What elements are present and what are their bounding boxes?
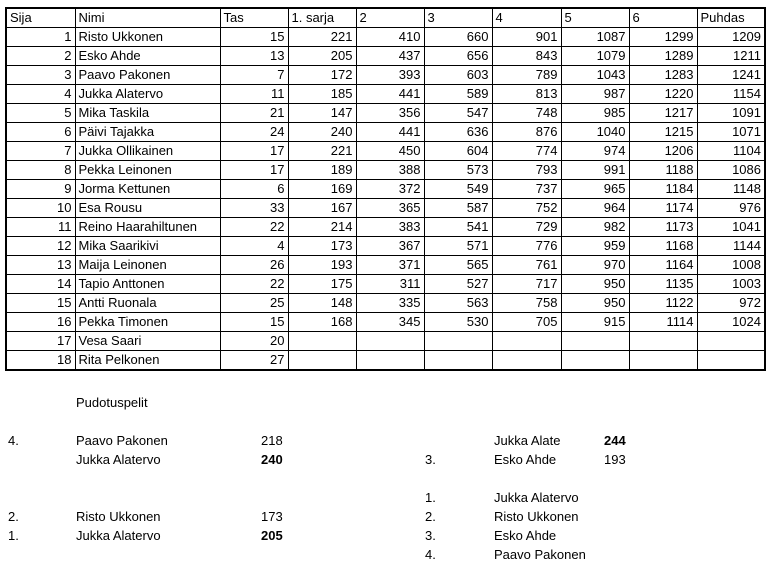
cell-nimi: Pekka Timonen xyxy=(75,313,220,332)
cell-nimi: Mika Taskila xyxy=(75,104,220,123)
cell-sarja4: 813 xyxy=(492,85,561,104)
cell-sarja3: 530 xyxy=(424,313,492,332)
cell-sarja6: 1289 xyxy=(629,47,697,66)
playoff-rank: 3. xyxy=(425,452,436,467)
cell-sarja3: 587 xyxy=(424,199,492,218)
results-body xyxy=(6,8,765,370)
cell-sarja4: 793 xyxy=(492,161,561,180)
cell-sarja1: 189 xyxy=(288,161,356,180)
cell-sija: 2 xyxy=(6,47,75,66)
cell-sarja2: 441 xyxy=(356,85,424,104)
cell-sarja2: 356 xyxy=(356,104,424,123)
cell-sija: 1 xyxy=(6,28,75,47)
cell-nimi: Maija Leinonen xyxy=(75,256,220,275)
cell-sarja1: 167 xyxy=(288,199,356,218)
cell-nimi: Esa Rousu xyxy=(75,199,220,218)
cell-sarja1: 193 xyxy=(288,256,356,275)
cell-sarja3: 636 xyxy=(424,123,492,142)
cell-tas: 17 xyxy=(220,142,288,161)
cell-tas: 15 xyxy=(220,313,288,332)
playoff-name: Jukka Alatervo xyxy=(76,452,161,467)
cell-sarja1: 172 xyxy=(288,66,356,85)
table-row xyxy=(6,123,765,142)
cell-nimi: Paavo Pakonen xyxy=(75,66,220,85)
cell-sija: 11 xyxy=(6,218,75,237)
cell-sarja1: 240 xyxy=(288,123,356,142)
cell-sarja2: 437 xyxy=(356,47,424,66)
table-row xyxy=(6,313,765,332)
cell-sarja4: 737 xyxy=(492,180,561,199)
cell-puhdas: 1148 xyxy=(697,180,765,199)
cell-sarja5 xyxy=(561,351,629,371)
cell-sarja6: 1220 xyxy=(629,85,697,104)
cell-sarja1: 221 xyxy=(288,28,356,47)
cell-sarja5: 959 xyxy=(561,237,629,256)
cell-sarja6: 1283 xyxy=(629,66,697,85)
table-row xyxy=(6,85,765,104)
cell-puhdas: 1091 xyxy=(697,104,765,123)
cell-sarja1: 168 xyxy=(288,313,356,332)
cell-sarja2: 367 xyxy=(356,237,424,256)
cell-sarja3: 589 xyxy=(424,85,492,104)
final-name: Jukka Alatervo xyxy=(494,490,579,505)
cell-sarja3 xyxy=(424,332,492,351)
cell-sarja6: 1215 xyxy=(629,123,697,142)
cell-puhdas: 1154 xyxy=(697,85,765,104)
header-puhdas: Puhdas xyxy=(697,8,765,28)
cell-sarja5: 970 xyxy=(561,256,629,275)
header-tas: Tas xyxy=(220,8,288,28)
playoff-score: 218 xyxy=(261,433,283,448)
cell-sarja2: 441 xyxy=(356,123,424,142)
cell-sarja6 xyxy=(629,351,697,371)
cell-sarja2 xyxy=(356,351,424,371)
cell-sarja4: 758 xyxy=(492,294,561,313)
cell-tas: 4 xyxy=(220,237,288,256)
cell-sarja5: 987 xyxy=(561,85,629,104)
playoffs-title: Pudotuspelit xyxy=(76,395,148,410)
cell-sija: 10 xyxy=(6,199,75,218)
table-row xyxy=(6,180,765,199)
playoff-score: 193 xyxy=(604,452,626,467)
cell-sarja4: 876 xyxy=(492,123,561,142)
cell-tas: 24 xyxy=(220,123,288,142)
cell-sija: 6 xyxy=(6,123,75,142)
cell-sarja5: 964 xyxy=(561,199,629,218)
playoff-score: 240 xyxy=(261,452,283,467)
cell-nimi: Antti Ruonala xyxy=(75,294,220,313)
header-sarja1: 1. sarja xyxy=(288,8,356,28)
header-nimi: Nimi xyxy=(75,8,220,28)
cell-sarja4: 901 xyxy=(492,28,561,47)
cell-tas: 7 xyxy=(220,66,288,85)
cell-sarja6: 1135 xyxy=(629,275,697,294)
cell-sarja3: 563 xyxy=(424,294,492,313)
final-rank: 1. xyxy=(425,490,436,505)
table-row xyxy=(6,218,765,237)
cell-sarja3: 549 xyxy=(424,180,492,199)
cell-sarja5: 915 xyxy=(561,313,629,332)
final-rank: 4. xyxy=(425,547,436,562)
cell-sija: 9 xyxy=(6,180,75,199)
cell-sija: 4 xyxy=(6,85,75,104)
cell-nimi: Jorma Kettunen xyxy=(75,180,220,199)
cell-nimi: Pekka Leinonen xyxy=(75,161,220,180)
final-rank: 3. xyxy=(425,528,436,543)
cell-tas: 6 xyxy=(220,180,288,199)
table-row xyxy=(6,256,765,275)
cell-tas: 20 xyxy=(220,332,288,351)
cell-sarja4: 717 xyxy=(492,275,561,294)
header-sija: Sija xyxy=(6,8,75,28)
cell-sija: 8 xyxy=(6,161,75,180)
cell-sarja3: 527 xyxy=(424,275,492,294)
cell-sarja5: 1079 xyxy=(561,47,629,66)
cell-puhdas: 1003 xyxy=(697,275,765,294)
cell-sarja2: 311 xyxy=(356,275,424,294)
final-name: Risto Ukkonen xyxy=(494,509,579,524)
cell-sija: 15 xyxy=(6,294,75,313)
cell-sarja2: 372 xyxy=(356,180,424,199)
cell-sija: 5 xyxy=(6,104,75,123)
cell-sarja5 xyxy=(561,332,629,351)
cell-sarja6: 1168 xyxy=(629,237,697,256)
playoff-name: Jukka Alatervo xyxy=(76,528,161,543)
cell-sarja6: 1173 xyxy=(629,218,697,237)
cell-sarja3: 541 xyxy=(424,218,492,237)
cell-sarja3: 604 xyxy=(424,142,492,161)
cell-puhdas: 1209 xyxy=(697,28,765,47)
cell-sarja4: 843 xyxy=(492,47,561,66)
cell-sarja2: 393 xyxy=(356,66,424,85)
results-table xyxy=(5,7,766,371)
cell-nimi: Jukka Alatervo xyxy=(75,85,220,104)
cell-sarja1: 173 xyxy=(288,237,356,256)
cell-sarja4: 774 xyxy=(492,142,561,161)
cell-sarja5: 1040 xyxy=(561,123,629,142)
cell-sija: 12 xyxy=(6,237,75,256)
final-name: Esko Ahde xyxy=(494,528,557,543)
cell-sarja2: 450 xyxy=(356,142,424,161)
cell-sarja1: 185 xyxy=(288,85,356,104)
table-row xyxy=(6,161,765,180)
table-row xyxy=(6,237,765,256)
cell-sarja2: 410 xyxy=(356,28,424,47)
cell-sarja4: 752 xyxy=(492,199,561,218)
cell-tas: 17 xyxy=(220,161,288,180)
cell-sarja5: 974 xyxy=(561,142,629,161)
cell-puhdas: 1144 xyxy=(697,237,765,256)
cell-tas: 33 xyxy=(220,199,288,218)
playoff-name: Risto Ukkonen xyxy=(76,509,161,524)
playoff-name: Esko Ahde xyxy=(494,452,557,467)
table-row xyxy=(6,47,765,66)
cell-puhdas: 1104 xyxy=(697,142,765,161)
cell-sarja4: 705 xyxy=(492,313,561,332)
cell-sarja5: 950 xyxy=(561,275,629,294)
cell-sarja1: 205 xyxy=(288,47,356,66)
cell-sarja3: 565 xyxy=(424,256,492,275)
cell-sarja3: 547 xyxy=(424,104,492,123)
cell-sarja6: 1122 xyxy=(629,294,697,313)
cell-sarja5: 1087 xyxy=(561,28,629,47)
cell-nimi: Vesa Saari xyxy=(75,332,220,351)
cell-tas: 22 xyxy=(220,275,288,294)
cell-sarja5: 965 xyxy=(561,180,629,199)
cell-puhdas: 972 xyxy=(697,294,765,313)
cell-tas: 13 xyxy=(220,47,288,66)
table-row xyxy=(6,275,765,294)
cell-sarja3: 656 xyxy=(424,47,492,66)
cell-nimi: Päivi Tajakka xyxy=(75,123,220,142)
cell-sarja4: 789 xyxy=(492,66,561,85)
cell-sarja2: 383 xyxy=(356,218,424,237)
cell-sarja6: 1164 xyxy=(629,256,697,275)
header-row xyxy=(6,8,765,28)
cell-sarja3 xyxy=(424,351,492,371)
cell-sarja5: 1043 xyxy=(561,66,629,85)
cell-sarja4 xyxy=(492,332,561,351)
cell-puhdas: 1024 xyxy=(697,313,765,332)
cell-tas: 22 xyxy=(220,218,288,237)
cell-nimi: Tapio Anttonen xyxy=(75,275,220,294)
cell-sarja1: 175 xyxy=(288,275,356,294)
cell-sarja4: 729 xyxy=(492,218,561,237)
cell-sarja2: 371 xyxy=(356,256,424,275)
cell-sija: 18 xyxy=(6,351,75,371)
playoff-score: 205 xyxy=(261,528,283,543)
final-name: Paavo Pakonen xyxy=(494,547,586,562)
header-sarja6: 6 xyxy=(629,8,697,28)
cell-sarja4 xyxy=(492,351,561,371)
table-row xyxy=(6,294,765,313)
cell-sarja6: 1299 xyxy=(629,28,697,47)
playoff-rank: 2. xyxy=(8,509,19,524)
cell-sija: 16 xyxy=(6,313,75,332)
final-rank: 2. xyxy=(425,509,436,524)
cell-puhdas: 1086 xyxy=(697,161,765,180)
cell-sarja4: 748 xyxy=(492,104,561,123)
cell-puhdas: 976 xyxy=(697,199,765,218)
cell-sarja6: 1184 xyxy=(629,180,697,199)
header-sarja4: 4 xyxy=(492,8,561,28)
cell-sarja6: 1114 xyxy=(629,313,697,332)
playoff-score: 173 xyxy=(261,509,283,524)
cell-sarja4: 776 xyxy=(492,237,561,256)
cell-sija: 13 xyxy=(6,256,75,275)
table-row xyxy=(6,351,765,371)
cell-puhdas xyxy=(697,332,765,351)
cell-tas: 26 xyxy=(220,256,288,275)
playoff-score: 244 xyxy=(604,433,626,448)
table-row xyxy=(6,199,765,218)
cell-sarja5: 982 xyxy=(561,218,629,237)
cell-sija: 17 xyxy=(6,332,75,351)
cell-nimi: Mika Saarikivi xyxy=(75,237,220,256)
cell-sarja2 xyxy=(356,332,424,351)
cell-sarja1: 221 xyxy=(288,142,356,161)
table-row xyxy=(6,66,765,85)
cell-sarja1: 169 xyxy=(288,180,356,199)
header-sarja2: 2 xyxy=(356,8,424,28)
cell-tas: 11 xyxy=(220,85,288,104)
cell-puhdas: 1211 xyxy=(697,47,765,66)
table-row xyxy=(6,332,765,351)
cell-sarja5: 985 xyxy=(561,104,629,123)
cell-sarja2: 345 xyxy=(356,313,424,332)
cell-sarja3: 660 xyxy=(424,28,492,47)
cell-sija: 14 xyxy=(6,275,75,294)
cell-sija: 7 xyxy=(6,142,75,161)
cell-sarja4: 761 xyxy=(492,256,561,275)
cell-tas: 15 xyxy=(220,28,288,47)
cell-sarja6: 1206 xyxy=(629,142,697,161)
table-row xyxy=(6,104,765,123)
cell-puhdas: 1008 xyxy=(697,256,765,275)
cell-sarja1: 147 xyxy=(288,104,356,123)
cell-sarja1: 214 xyxy=(288,218,356,237)
cell-sarja3: 573 xyxy=(424,161,492,180)
cell-sarja5: 991 xyxy=(561,161,629,180)
table-row xyxy=(6,142,765,161)
playoff-name: Paavo Pakonen xyxy=(76,433,168,448)
cell-tas: 21 xyxy=(220,104,288,123)
cell-sarja6 xyxy=(629,332,697,351)
playoff-rank: 4. xyxy=(8,433,19,448)
cell-sarja5: 950 xyxy=(561,294,629,313)
cell-sarja3: 571 xyxy=(424,237,492,256)
header-sarja3: 3 xyxy=(424,8,492,28)
cell-tas: 27 xyxy=(220,351,288,371)
cell-nimi: Esko Ahde xyxy=(75,47,220,66)
cell-sarja2: 365 xyxy=(356,199,424,218)
cell-sija: 3 xyxy=(6,66,75,85)
cell-nimi: Risto Ukkonen xyxy=(75,28,220,47)
cell-nimi: Rita Pelkonen xyxy=(75,351,220,371)
cell-sarja1 xyxy=(288,332,356,351)
cell-sarja3: 603 xyxy=(424,66,492,85)
cell-sarja6: 1217 xyxy=(629,104,697,123)
cell-sarja1: 148 xyxy=(288,294,356,313)
cell-sarja6: 1174 xyxy=(629,199,697,218)
cell-puhdas xyxy=(697,351,765,371)
cell-puhdas: 1241 xyxy=(697,66,765,85)
table-row xyxy=(6,28,765,47)
cell-sarja2: 335 xyxy=(356,294,424,313)
cell-sarja2: 388 xyxy=(356,161,424,180)
cell-puhdas: 1071 xyxy=(697,123,765,142)
cell-nimi: Reino Haarahiltunen xyxy=(75,218,220,237)
cell-sarja6: 1188 xyxy=(629,161,697,180)
cell-sarja1 xyxy=(288,351,356,371)
playoff-rank: 1. xyxy=(8,528,19,543)
header-sarja5: 5 xyxy=(561,8,629,28)
cell-nimi: Jukka Ollikainen xyxy=(75,142,220,161)
cell-tas: 25 xyxy=(220,294,288,313)
playoff-name: Jukka Alate xyxy=(494,433,561,448)
cell-puhdas: 1041 xyxy=(697,218,765,237)
